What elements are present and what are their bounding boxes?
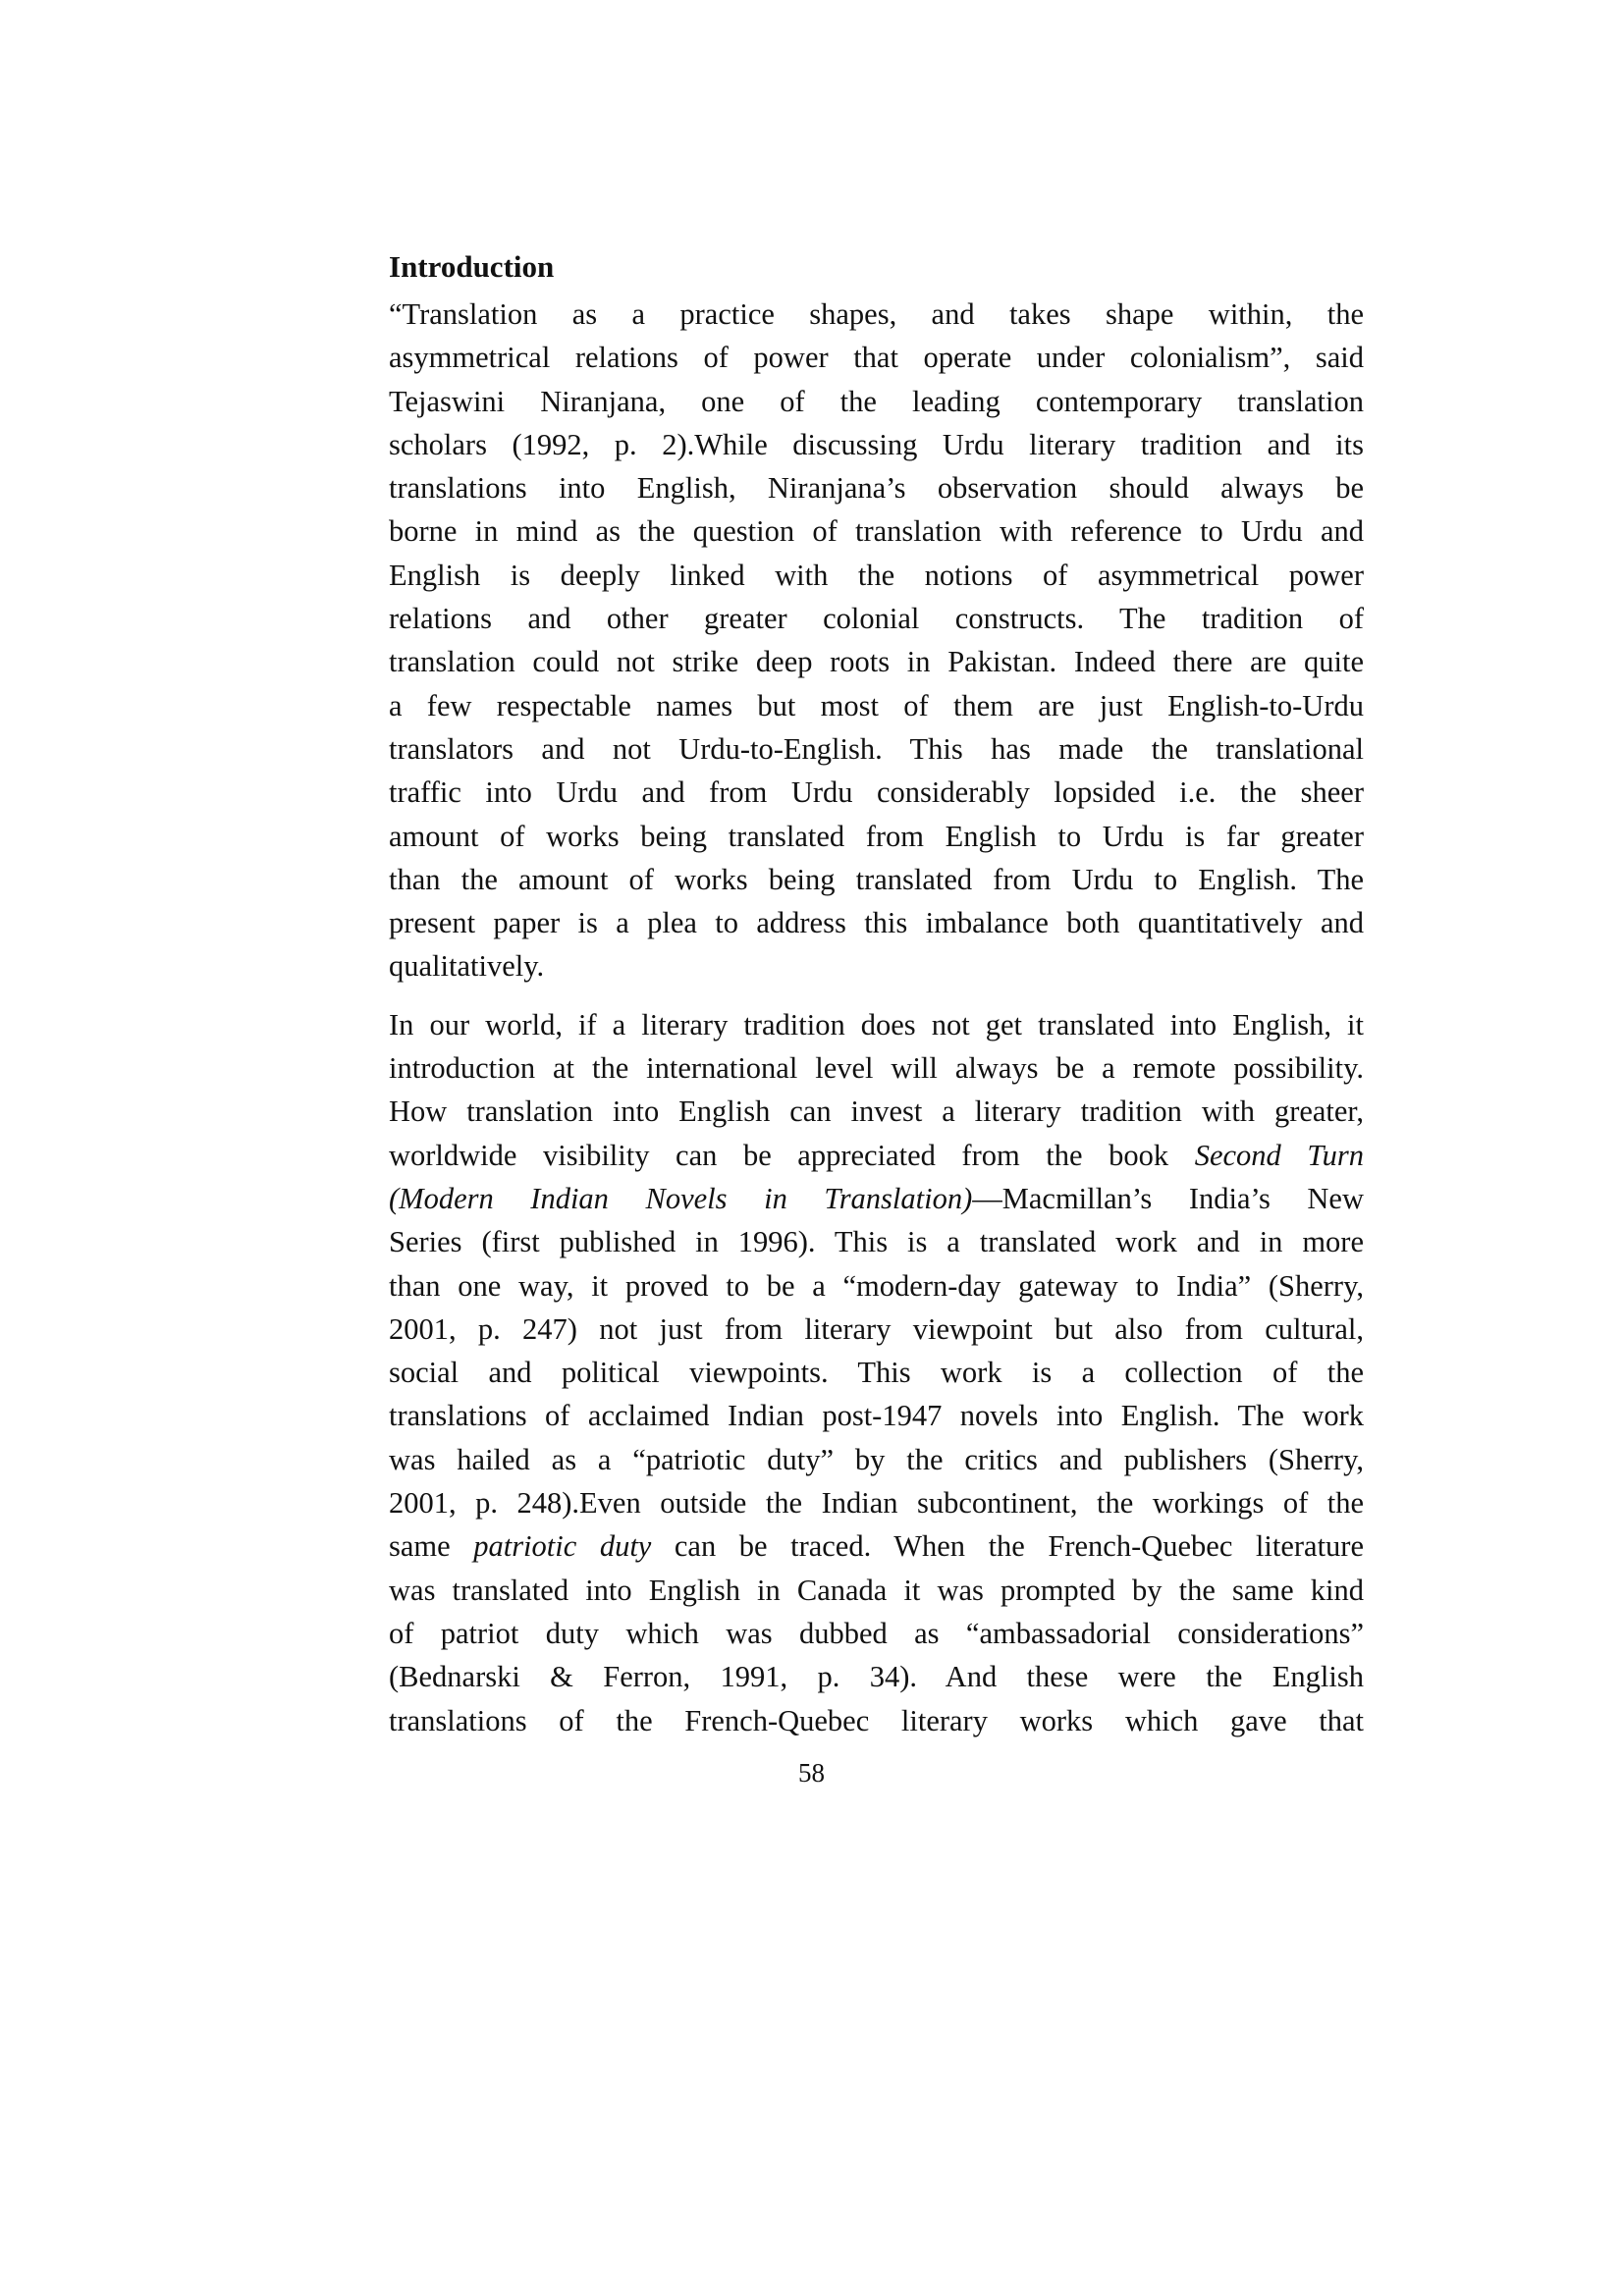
text-line: translations of acclaimed Indian post-1947 novels into English. The work [389,1399,1364,1433]
text-segment: —Macmillan’s India’s New [972,1181,1364,1215]
text-line: was hailed as a “patriotic duty” by the critics and publishers (Sherry, [389,1442,1364,1476]
emphasis-patriotic-duty: patriotic duty [473,1529,652,1564]
text-line: translation could not strike deep roots in Pakistan. Indeed there are quite [389,645,1364,679]
text-line: How translation into English can invest a literary tradition with greater, [389,1095,1364,1129]
text-segment: worldwide visibility can be appreciated from the book [389,1138,1195,1172]
text-line: a few respectable names but most of them are just English-to-Urdu [389,688,1364,722]
text-line: asymmetrical relations of power that operate under colonialism”, said [389,341,1364,375]
text-line: Tejaswini Niranjana, one of the leading contemporary translation [389,384,1364,418]
text-line: qualitatively. [389,949,545,984]
text-line: traffic into Urdu and from Urdu considerably lopsided i.e. the sheer [389,775,1364,810]
text-line: than the amount of works being translated from Urdu to English. The [389,862,1364,896]
book-title-part-2: (Modern Indian Novels in Translation) [389,1181,973,1215]
paragraph-2 [389,1003,1364,1742]
text-line: English is deeply linked with the notions of asymmetrical power [389,558,1364,592]
text-line: (Bednarski & Ferron, 1991, p. 34). And these were the English [389,1660,1364,1694]
body-text [389,245,1364,1757]
text-line: “Translation as a practice shapes, and takes shape within, the [389,297,1364,331]
paragraph-1 [389,293,1364,988]
text-line: Series (first published in 1996). This is a translated work and in more [389,1225,1364,1259]
text-line: In our world, if a literary tradition does not get translated into English, it [389,1007,1364,1041]
text-line: translations into English, Niranjana’s observation should always be [389,471,1364,506]
text-line: of patriot duty which was dubbed as “ambassadorial considerations” [389,1616,1364,1650]
text-line: than one way, it proved to be a “modern-day gateway to India” (Sherry, [389,1268,1364,1303]
text-line-with-emphasis [389,1524,1364,1568]
text-line: amount of works being translated from English to Urdu is far greater [389,819,1364,853]
book-title-part-1: Second Turn [1194,1138,1364,1172]
text-line: 2001, p. 247) not just from literary viewpoint but also from cultural, [389,1311,1364,1346]
text-line: borne in mind as the question of translation with reference to Urdu and [389,514,1364,549]
text-segment: can be traced. When the French-Quebec literature [651,1529,1364,1564]
text-line: relations and other greater colonial constructs. The tradition of [389,602,1364,636]
text-line: translators and not Urdu-to-English. This has made the translational [389,731,1364,766]
text-line: social and political viewpoints. This work is a collection of the [389,1356,1364,1390]
text-line-with-book-title [389,1177,1364,1220]
text-segment: same [389,1529,474,1564]
text-line: introduction at the international level will always be a remote possibility. [389,1051,1364,1086]
text-line: translations of the French-Quebec literary works which gave that [389,1703,1364,1737]
text-line: scholars (1992, p. 2).While discussing Urdu literary tradition and its [389,427,1364,461]
section-heading: Introduction [389,249,555,284]
text-line-with-book-title [389,1134,1364,1177]
text-line: was translated into English in Canada it was prompted by the same kind [389,1573,1364,1607]
page-number: 58 [798,1758,825,1788]
text-line: present paper is a plea to address this imbalance both quantitatively and [389,906,1364,940]
text-line: 2001, p. 248).Even outside the Indian subcontinent, the workings of the [389,1486,1364,1521]
